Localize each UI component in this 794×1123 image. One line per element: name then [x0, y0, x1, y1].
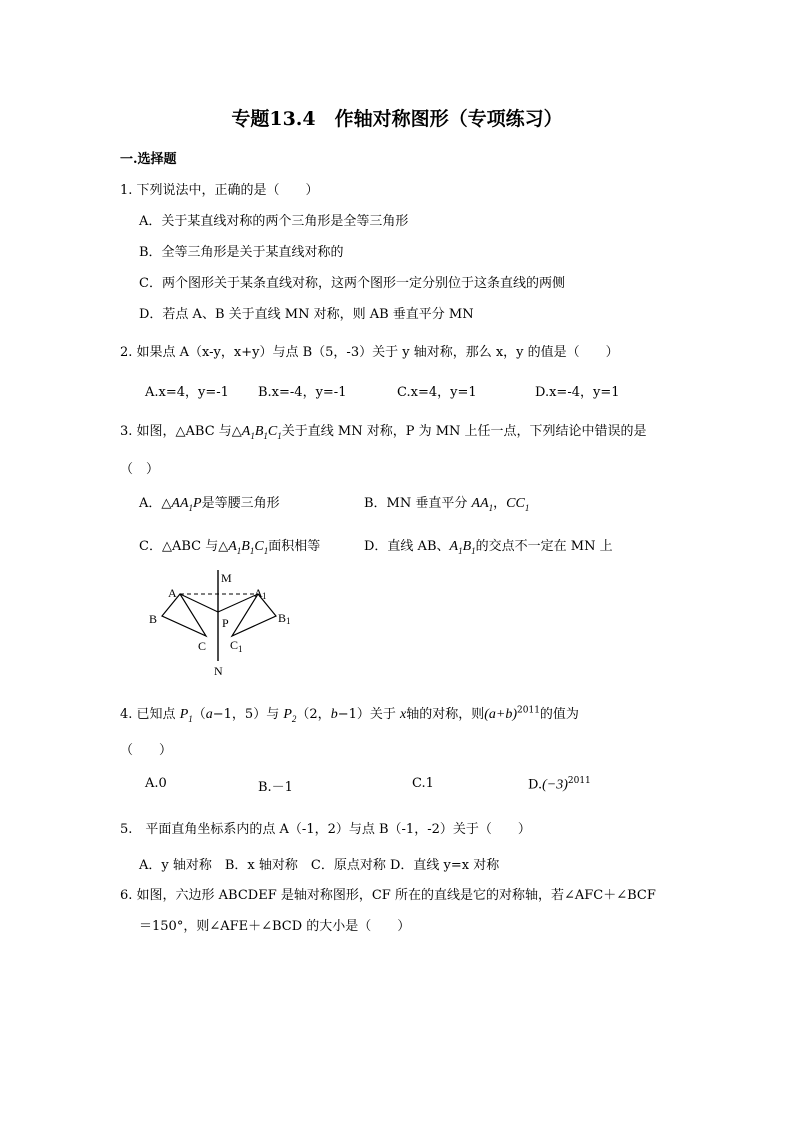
q2-option-a: A.x=4，y=-1	[145, 385, 229, 400]
q1-option-c: C．两个图形关于某条直线对称，这两个图形一定分别位于这条直线的两侧	[139, 276, 565, 291]
q2-option-d: D.x=-4，y=1	[535, 385, 620, 400]
q1-option-d: D．若点 A、B 关于直线 MN 对称，则 AB 垂直平分 MN	[139, 307, 474, 322]
q3-option-d: D．直线 AB、$A_1B_1$的交点不一定在 MN 上	[364, 539, 613, 556]
label-b1: B	[278, 611, 287, 625]
q3-option-c: C．△ABC 与$\triangle A_1B_1C_1$面积相等	[139, 539, 321, 556]
svg-text:1: 1	[238, 644, 243, 654]
math-A1B1C1: $A_1B_1C_1$	[241, 424, 282, 441]
q4-stem: 4. 已知点 $P_1(a-1$，5）与 $P_2(2$，b−1）关于 x轴的对称，则$(a+b)^{2011}$的值为	[120, 705, 579, 724]
label-m: M	[221, 571, 232, 585]
label-n: N	[214, 664, 223, 678]
page-title: 专题13.4 作轴对称图形（专项练习）	[231, 108, 563, 130]
svg-text:1: 1	[262, 591, 267, 601]
q3-option-a: A．$\triangle AA_1P$是等腰三角形	[139, 496, 280, 513]
q6-stem: 6. 如图，六边形 ABCDEF 是轴对称图形，CF 所在的直线是它的对称轴，若∠AFC＋∠BCF	[120, 888, 656, 903]
q4-option-c: C.1	[412, 776, 434, 791]
section-heading: 一.选择题	[120, 152, 177, 167]
q4-option-a: A.0	[145, 776, 167, 791]
q3-figure	[140, 566, 310, 681]
label-a1: A	[254, 586, 263, 600]
q4-option-d: $D.(-3)^{2011}$	[528, 776, 591, 793]
label-a: A	[168, 586, 177, 600]
label-p: P	[222, 616, 229, 630]
svg-text:1: 1	[286, 616, 291, 626]
q4-option-b: B.－1	[258, 780, 293, 795]
q1-stem: 1. 下列说法中，正确的是（ ）	[120, 183, 319, 198]
triangle-abc	[162, 594, 206, 636]
q3-option-b: B．MN 垂直平分 $AA_1$，$CC_1$	[364, 496, 530, 513]
q3-stem-cont: （ ）	[120, 462, 160, 477]
q5-options: A．y 轴对称 B．x 轴对称 C．原点对称 D．直线 y=x 对称	[139, 858, 500, 873]
q1-option-a: A．关于某直线对称的两个三角形是全等三角形	[139, 214, 409, 229]
q2-option-c: C.x=4，y=1	[397, 385, 477, 400]
q6-stem-cont: ＝150°，则∠AFE＋∠BCD 的大小是（ ）	[139, 919, 411, 934]
q5-stem: 5. 平面直角坐标系内的点 A（-1，2）与点 B（-1，-2）关于（ ）	[120, 822, 531, 837]
q2-stem: 2. 如果点 A（x-y，x+y）与点 B（5，-3）关于 y 轴对称，那么 x，y 的值是（ ）	[120, 345, 619, 360]
label-c: C	[198, 639, 207, 653]
triangle-a1b1c1	[232, 594, 276, 636]
label-c1: C	[230, 638, 239, 652]
label-b: B	[149, 612, 158, 626]
q3-stem: 3. 如图，△ABC 与$\triangle A_1B_1C_1$关于直线 MN 对称，P 为 MN 上任一点，下列结论中错误的是	[120, 424, 647, 441]
q2-option-b: B.x=-4，y=-1	[258, 385, 347, 400]
q4-stem-cont: （ ）	[120, 743, 173, 758]
q1-option-b: B．全等三角形是关于某直线对称的	[139, 245, 344, 260]
